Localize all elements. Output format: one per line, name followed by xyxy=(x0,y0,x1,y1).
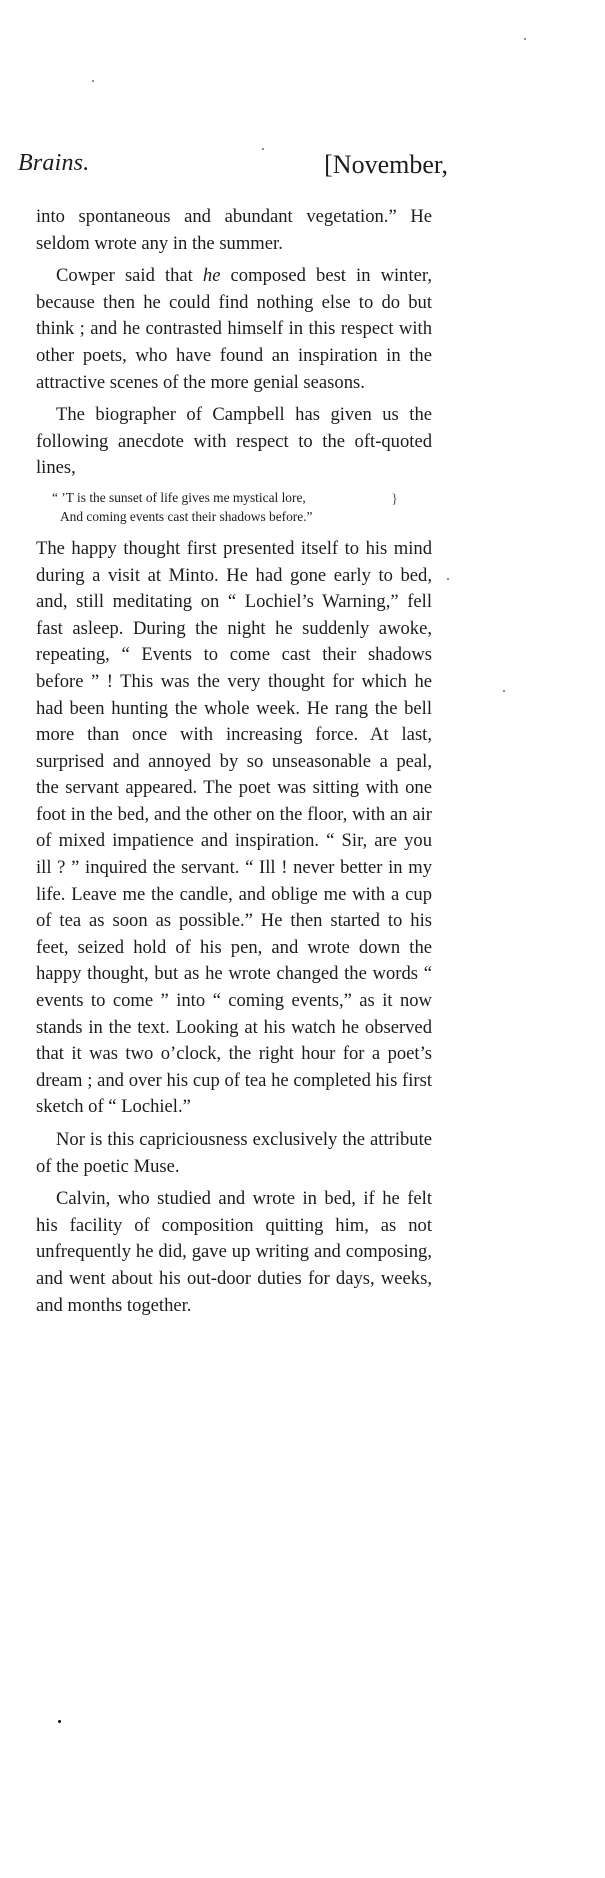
running-head-month: [November, xyxy=(324,150,448,179)
running-head-title: Brains. xyxy=(18,150,90,176)
paragraph: into spontaneous and abundant vegetation.” He seldom wrote any in the summer. xyxy=(36,206,432,254)
running-head xyxy=(18,150,448,186)
paragraph: The biographer of Campbell has given us the following anecdote with respect to the oft-quoted lines, xyxy=(36,404,432,479)
paragraph: Nor is this capriciousness exclusively the attribute of the poetic Muse. xyxy=(36,1129,432,1177)
stray-dot xyxy=(58,1720,61,1723)
text-column xyxy=(36,204,432,1325)
brace-mark: } xyxy=(391,491,398,507)
margin-mark xyxy=(92,80,94,82)
verse-line: And coming events cast their shadows before.” xyxy=(60,508,313,524)
paragraph: Calvin, who studied and wrote in bed, if he felt his facility of composition quitting him, as not unfrequently he did, gave up writing and composing, and went about his out-door duties for days, weeks, and months together. xyxy=(36,1188,432,1316)
margin-mark xyxy=(447,578,449,580)
margin-mark xyxy=(524,38,526,40)
paragraph: The happy thought first presented itself to his mind during a visit at Minto. He had gone early to bed, and, still meditating on “ Lochiel’s Warning,” fell fast asleep. During the night he suddenly awoke, repeating, “ Events to come cast their shadows before ” ! This was the very thought for which he had been hunting the whole week. He rang the bell more than once with increasing force. At last, surprised and annoyed by so unseasonable a peal, the servant appeared. The poet was sitting with one foot in the bed, and the other on the floor, with an air of mixed impatience and inspiration. “ Sir, are you ill ? ” inquired the servant. “ Ill ! never better in my life. Leave me the candle, and oblige me with a cup of tea as soon as possible.” He then started to his feet, seized hold of his pen, and wrote down the happy thought, but as he wrote changed the words “ events to come ” into “ coming events,” as it now stands in the text. Looking at his watch he observed that it was two o’clock, the right hour for a poet’s dream ; and over his cup of tea he completed his first sketch of “ Lochiel.” xyxy=(36,537,432,1118)
verse-line: “ ’T is the sunset of life gives me mystical lore, xyxy=(52,489,306,505)
paragraph-text: Cowper said that xyxy=(56,265,203,287)
margin-mark xyxy=(503,690,505,692)
paragraph-text: composed best in winter, because then he could find nothing else to do but think ; and he contrasted himself in this respect with other poets, who have found an inspiration in the attractive scenes of the more genial seasons. xyxy=(36,265,432,393)
paragraph xyxy=(36,263,432,396)
emphasis-text: he xyxy=(202,265,221,287)
verse-quotation xyxy=(52,488,432,526)
